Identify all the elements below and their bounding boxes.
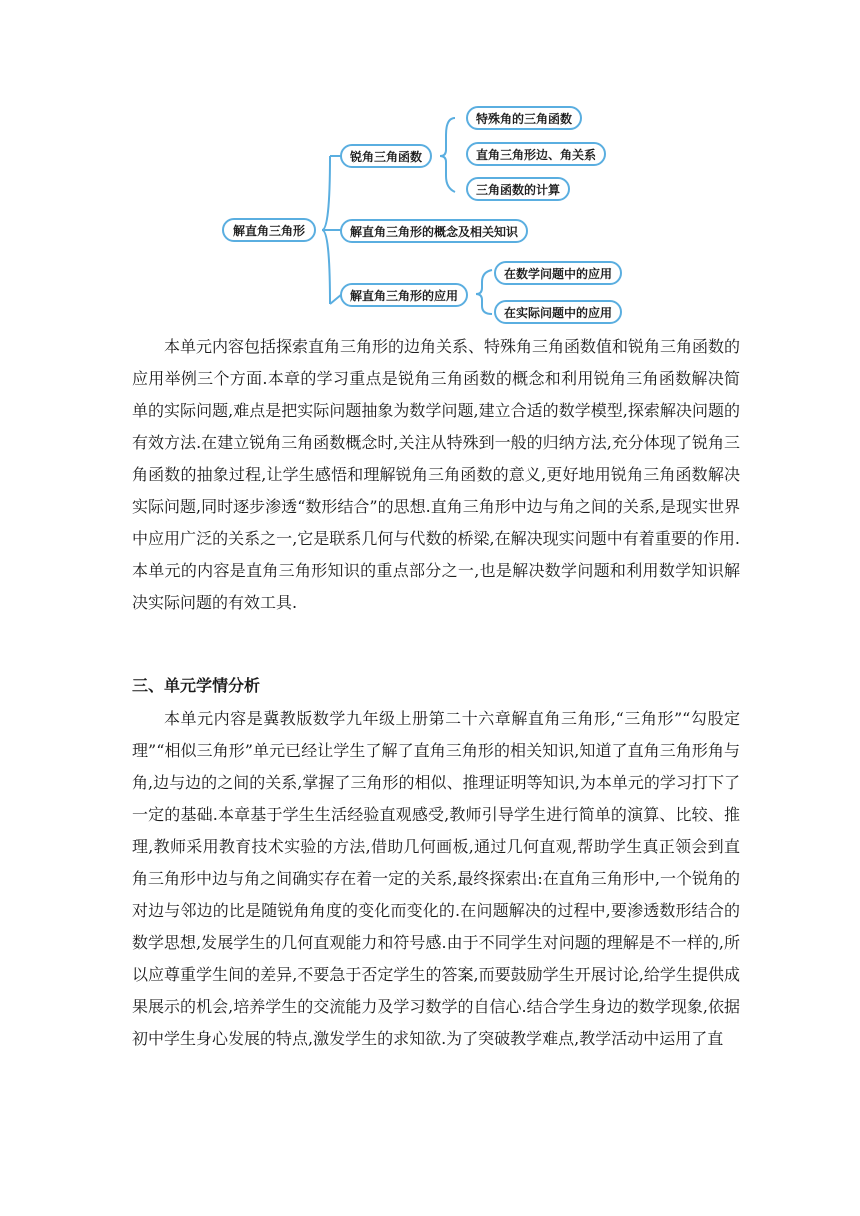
application-brace (476, 270, 492, 314)
acute-brace (440, 118, 455, 192)
mind-map-connectors (0, 0, 860, 330)
concept-node: 解直角三角形的概念及相关知识 (340, 219, 528, 243)
mindmap-root-node: 解直角三角形 (222, 218, 316, 242)
math-problem-application-node: 在数学问题中的应用 (494, 261, 622, 285)
side-angle-relation-node: 直角三角形边、角关系 (466, 142, 606, 166)
trig-calculation-node: 三角函数的计算 (466, 177, 570, 201)
application-node: 解直角三角形的应用 (340, 283, 468, 307)
real-problem-application-node: 在实际问题中的应用 (494, 300, 622, 324)
special-angle-node: 特殊角的三角函数 (466, 106, 582, 130)
unit-content-paragraph: 本单元内容包括探索直角三角形的边角关系、特殊角三角函数值和锐角三角函数的应用举例三个方面.本章的学习重点是锐角三角函数的概念和利用锐角三角函数解决简单的实际问题,难点是把实际问题抽象为数学问题,建立合适的数学模型,探索解决问题的有效方法.在建立锐角三角函数概念时,关注从特殊到一般的归纳方法,充分体现了锐角三角函数的抽象过程,让学生感悟和理解锐角三角函数的意义,更好地用锐角三角函数解决实际问题,同时逐步渗透“数形结合”的思想.直角三角形中边与角之间的关系,是现实世界中应用广泛的关系之一,它是联系几何与代数的桥梁,在解决现实问题中有着重要的作用.本单元的内容是直角三角形知识的重点部分之一,也是解决数学问题和利用数学知识解决实际问题的有效工具. (132, 337, 741, 612)
acute-trig-node: 锐角三角函数 (340, 144, 432, 168)
learning-analysis-paragraph: 本单元内容是冀教版数学九年级上册第二十六章解直角三角形,“三角形”“勾股定理”“相似三角形”单元已经让学生了解了直角三角形的相关知识,知道了直角三角形角与角,边与边的之间的关系,掌握了三角形的相似、推理证明等知识,为本单元的学习打下了一定的基础.本章基于学生生活经验直观感受,教师引导学生进行简单的演算、比较、推理,教师采用教育技术实验的方法,借助几何画板,通过几何直观,帮助学生真正领会到直角三角形中边与角之间确实存在着一定的关系,最终探索出:在直角三角形中,一个锐角的对边与邻边的比是随锐角角度的变化而变化的.在问题解决的过程中,要渗透数形结合的数学思想,发展学生的几何直观能力和符号感.由于不同学生对问题的理解是不一样的,所以应尊重学生间的差异,不要急于否定学生的答案,而要鼓励学生开展讨论,给学生提供成果展示的机会,培养学生的交流能力及学习数学的自信心.结合学生身边的数学现象,依据初中学生身心发展的特点,激发学生的求知欲.为了突破教学难点,教学活动中运用了直 (132, 709, 740, 1048)
knowledge-mind-map (0, 0, 860, 330)
section-heading: 三、单元学情分析 (132, 676, 261, 695)
